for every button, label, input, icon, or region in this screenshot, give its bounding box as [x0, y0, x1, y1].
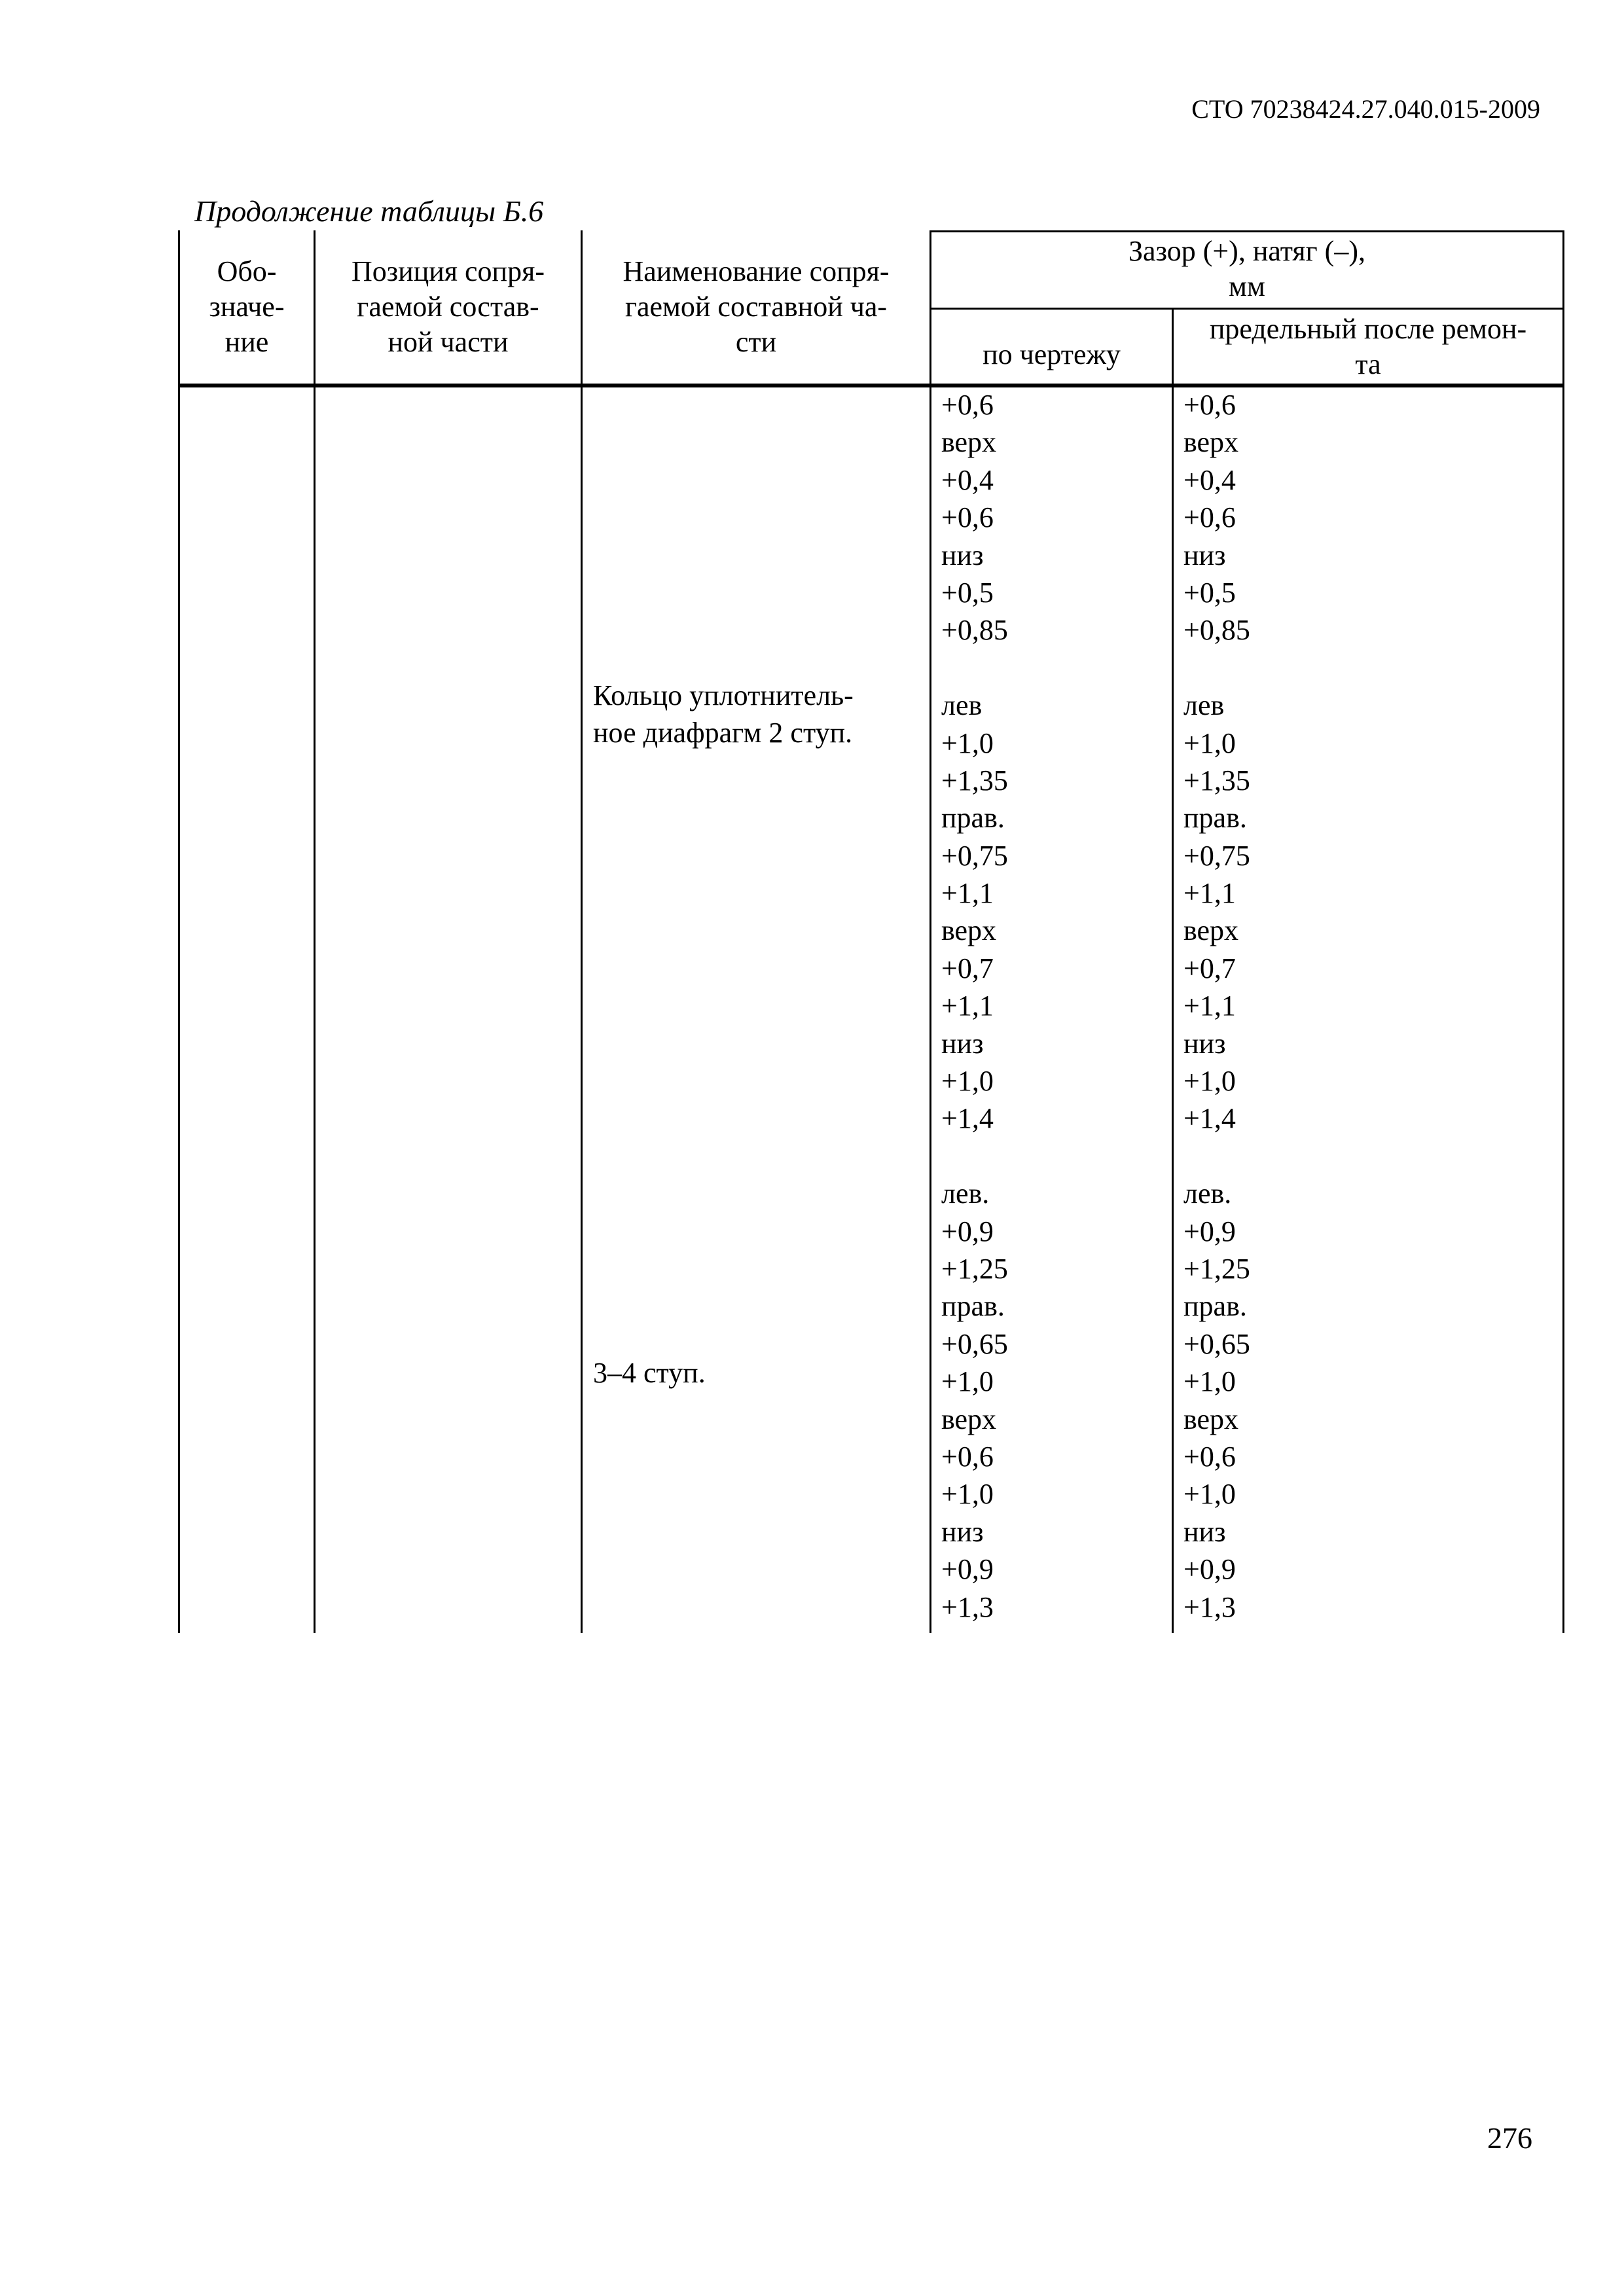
value-cell: +0,6 — [1183, 501, 1236, 534]
value-cell: +1,35 — [1183, 764, 1250, 797]
value-cell — [1183, 1138, 1250, 1175]
value-cell: +0,65 — [1183, 1327, 1250, 1360]
value-cell: +1,0 — [941, 1065, 994, 1098]
value-cell: +0,9 — [941, 1553, 994, 1586]
value-cell: +0,75 — [941, 839, 1008, 872]
document-code: СТО 70238424.27.040.015-2009 — [1191, 94, 1540, 124]
value-cell: лев. — [1183, 1177, 1232, 1210]
header-position: Позиция сопря- гаемой состав- ной части — [351, 255, 545, 358]
value-cell: низ — [941, 539, 984, 571]
table-border-left — [178, 230, 180, 1633]
value-cell: низ — [1183, 1515, 1226, 1548]
column-divider — [581, 230, 583, 1633]
value-cell: +1,0 — [941, 1365, 994, 1398]
value-cell: +0,85 — [1183, 614, 1250, 647]
value-cell: +1,0 — [1183, 1065, 1236, 1098]
value-cell: +0,9 — [941, 1215, 994, 1247]
value-cell: +1,3 — [941, 1590, 994, 1623]
value-cell: +0,85 — [941, 614, 1008, 647]
value-cell: +1,0 — [1183, 1365, 1236, 1398]
column-divider — [1172, 308, 1174, 1633]
value-cell: лев. — [941, 1177, 990, 1210]
value-cell: +1,0 — [941, 726, 994, 759]
value-cell: верх — [941, 426, 997, 459]
value-cell: +1,0 — [1183, 726, 1236, 759]
value-cell: +1,4 — [941, 1102, 994, 1135]
value-cell: +0,9 — [1183, 1215, 1236, 1247]
value-cell: верх — [1183, 914, 1239, 947]
value-cell: прав. — [1183, 802, 1247, 834]
header-limit-after-repair: предельный после ремон- та — [1209, 312, 1527, 380]
value-cell — [941, 1138, 1008, 1175]
value-cell: +0,75 — [1183, 839, 1250, 872]
page-number: 276 — [1487, 2121, 1532, 2155]
value-cell: +1,0 — [1183, 1478, 1236, 1511]
value-cell: верх — [941, 914, 997, 947]
part-name-stage-3-4: 3–4 ступ. — [593, 1357, 706, 1389]
value-cell: +0,4 — [941, 463, 994, 496]
value-cell: +0,6 — [941, 501, 994, 534]
value-cell — [1183, 649, 1250, 687]
value-cell: +0,6 — [1183, 1440, 1236, 1473]
header-bottom-rule — [178, 384, 1564, 387]
value-cell: +1,25 — [941, 1252, 1008, 1285]
value-cell: +0,6 — [941, 389, 994, 421]
header-by-drawing: по чертежу — [983, 338, 1121, 370]
table-border-right — [1562, 230, 1564, 1633]
value-cell: +0,6 — [1183, 389, 1236, 421]
table-caption: Продолжение таблицы Б.6 — [194, 194, 544, 228]
value-cell: лев — [941, 689, 983, 722]
value-cell: низ — [1183, 1027, 1226, 1060]
value-cell: низ — [941, 1027, 984, 1060]
value-cell: +0,4 — [1183, 463, 1236, 496]
value-cell: +1,3 — [1183, 1590, 1236, 1623]
data-table — [178, 230, 1564, 1633]
value-cell: низ — [1183, 539, 1226, 571]
values-by-drawing — [941, 386, 1008, 1626]
value-cell: прав. — [941, 802, 1005, 834]
value-cell: +1,35 — [941, 764, 1008, 797]
value-cell: +1,1 — [941, 877, 994, 910]
value-cell: +0,5 — [1183, 576, 1236, 609]
value-cell: +0,7 — [941, 952, 994, 984]
value-cell: верх — [1183, 426, 1239, 459]
value-cell — [941, 649, 1008, 687]
value-cell: верх — [1183, 1403, 1239, 1435]
value-cell: лев — [1183, 689, 1225, 722]
part-name-ring: Кольцо уплотнитель- ное диафрагм 2 ступ. — [593, 679, 854, 749]
value-cell: +1,1 — [941, 990, 994, 1022]
value-cell: +0,5 — [941, 576, 994, 609]
value-cell: +1,1 — [1183, 877, 1236, 910]
value-cell: +0,6 — [941, 1440, 994, 1473]
column-divider — [929, 230, 931, 1633]
value-cell: прав. — [941, 1290, 1005, 1323]
header-clearance-group: Зазор (+), натяг (–), мм — [1128, 235, 1365, 302]
value-cell: +1,1 — [1183, 990, 1236, 1022]
value-cell: +1,0 — [941, 1478, 994, 1511]
value-cell: +1,25 — [1183, 1252, 1250, 1285]
header-designation: Обо- значе- ние — [209, 255, 285, 358]
value-cell: +0,7 — [1183, 952, 1236, 984]
values-limit-after-repair — [1183, 386, 1250, 1626]
value-cell: прав. — [1183, 1290, 1247, 1323]
column-divider — [314, 230, 316, 1633]
value-cell: +0,9 — [1183, 1553, 1236, 1586]
value-cell: низ — [941, 1515, 984, 1548]
value-cell: верх — [941, 1403, 997, 1435]
header-part-name: Наименование сопря- гаемой составной ча- сти — [623, 255, 890, 358]
value-cell: +0,65 — [941, 1327, 1008, 1360]
value-cell: +1,4 — [1183, 1102, 1236, 1135]
